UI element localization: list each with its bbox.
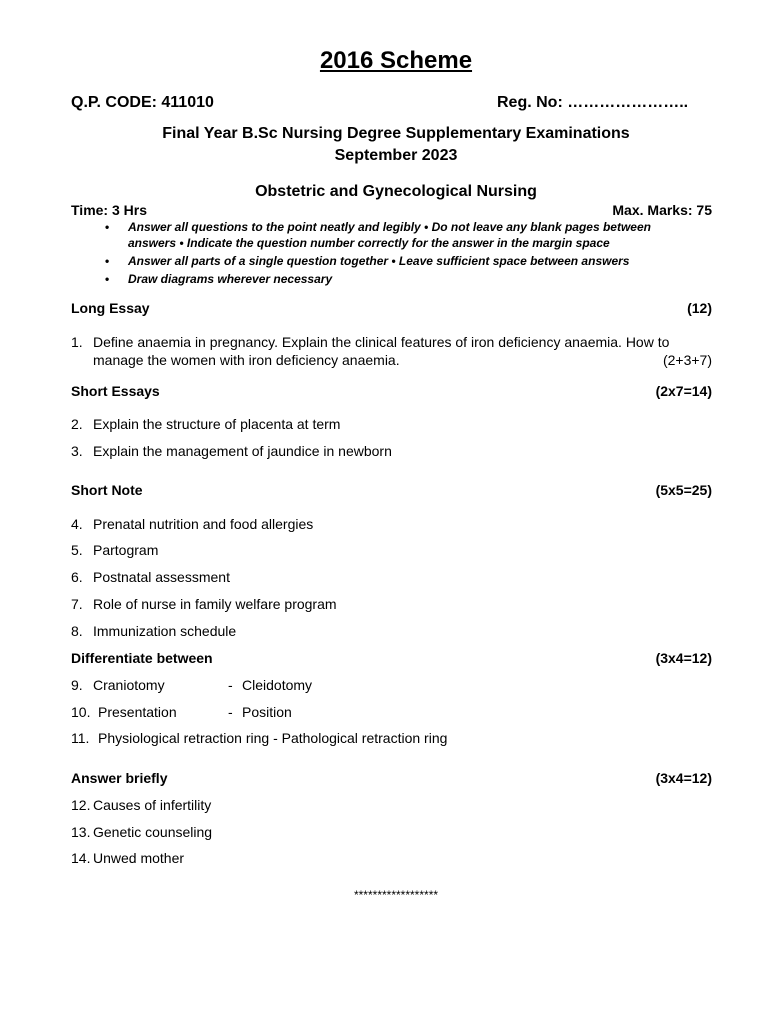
qp-code: Q.P. CODE: 411010 xyxy=(71,94,214,111)
question-10-term-b: Position xyxy=(242,704,292,720)
bullet-icon: • xyxy=(105,220,110,234)
question-1-line2: manage the women with iron deficiency anaemia. xyxy=(93,352,400,368)
instruction-3-text: Draw diagrams wherever necessary xyxy=(128,272,333,286)
section-long-essay-title: Long Essay xyxy=(71,300,150,316)
question-6-text: Postnatal assessment xyxy=(93,569,230,585)
question-14-text: Unwed mother xyxy=(93,850,185,866)
question-4-text: Prenatal nutrition and food allergies xyxy=(93,516,314,532)
end-stars: ****************** xyxy=(353,888,439,902)
max-marks: Max. Marks: 75 xyxy=(612,202,712,218)
question-10-separator: - xyxy=(228,704,233,720)
question-number: 8. xyxy=(71,623,83,639)
question-7-text: Role of nurse in family welfare program xyxy=(93,596,337,612)
question-1-marks: (2+3+7) xyxy=(662,352,712,368)
section-short-essays-marks: (2x7=14) xyxy=(655,383,712,399)
section-answer-briefly-title: Answer briefly xyxy=(71,770,168,786)
section-differentiate-marks: (3x4=12) xyxy=(655,650,712,666)
bullet-icon: • xyxy=(105,254,110,268)
section-short-note-title: Short Note xyxy=(71,482,143,498)
question-number: 4. xyxy=(71,516,83,532)
question-number: 7. xyxy=(71,596,83,612)
question-12-text: Causes of infertility xyxy=(93,797,212,813)
question-number: 10. xyxy=(71,704,91,720)
question-number: 1. xyxy=(71,334,83,350)
bullet-icon: • xyxy=(105,272,110,286)
question-number: 14. xyxy=(71,850,91,866)
question-number: 3. xyxy=(71,443,83,459)
exam-title-line1: Final Year B.Sc Nursing Degree Supplementary Examinations xyxy=(162,125,630,142)
question-3-text: Explain the management of jaundice in newborn xyxy=(93,443,392,459)
question-number: 6. xyxy=(71,569,83,585)
subject-title: Obstetric and Gynecological Nursing xyxy=(255,183,537,200)
section-short-note-marks: (5x5=25) xyxy=(655,482,712,498)
instruction-1-line2: answers • Indicate the question number correctly for the answer in the margin space xyxy=(128,236,610,250)
question-1-line1: Define anaemia in pregnancy. Explain the clinical features of iron deficiency anaemia. How to xyxy=(93,334,670,350)
question-11-text: Physiological retraction ring - Pathological retraction ring xyxy=(98,730,448,746)
question-number: 11. xyxy=(71,730,90,746)
question-9-term-b: Cleidotomy xyxy=(242,677,313,693)
time-allowed: Time: 3 Hrs xyxy=(71,202,147,218)
question-number: 2. xyxy=(71,416,83,432)
section-answer-briefly-marks: (3x4=12) xyxy=(655,770,712,786)
question-10-term-a: Presentation xyxy=(98,704,177,720)
question-8-text: Immunization schedule xyxy=(93,623,237,639)
question-number: 12. xyxy=(71,797,91,813)
exam-title-line2: September 2023 xyxy=(334,147,458,164)
question-number: 13. xyxy=(71,824,91,840)
question-9-term-a: Craniotomy xyxy=(93,677,165,693)
question-2-text: Explain the structure of placenta at term xyxy=(93,416,341,432)
section-long-essay-marks: (12) xyxy=(687,300,712,316)
question-number: 5. xyxy=(71,542,83,558)
section-short-essays-title: Short Essays xyxy=(71,383,160,399)
question-9-separator: - xyxy=(228,677,233,693)
section-differentiate-title: Differentiate between xyxy=(71,650,213,666)
instruction-2-text: Answer all parts of a single question together • Leave sufficient space between answers xyxy=(128,254,630,268)
question-13-text: Genetic counseling xyxy=(93,824,213,840)
question-number: 9. xyxy=(71,677,83,693)
reg-no: Reg. No: ………………….. xyxy=(497,94,689,111)
question-5-text: Partogram xyxy=(93,542,159,558)
instruction-1-line1: Answer all questions to the point neatly and legibly • Do not leave any blank pages between xyxy=(128,220,651,234)
scheme-title: 2016 Scheme xyxy=(319,47,473,74)
